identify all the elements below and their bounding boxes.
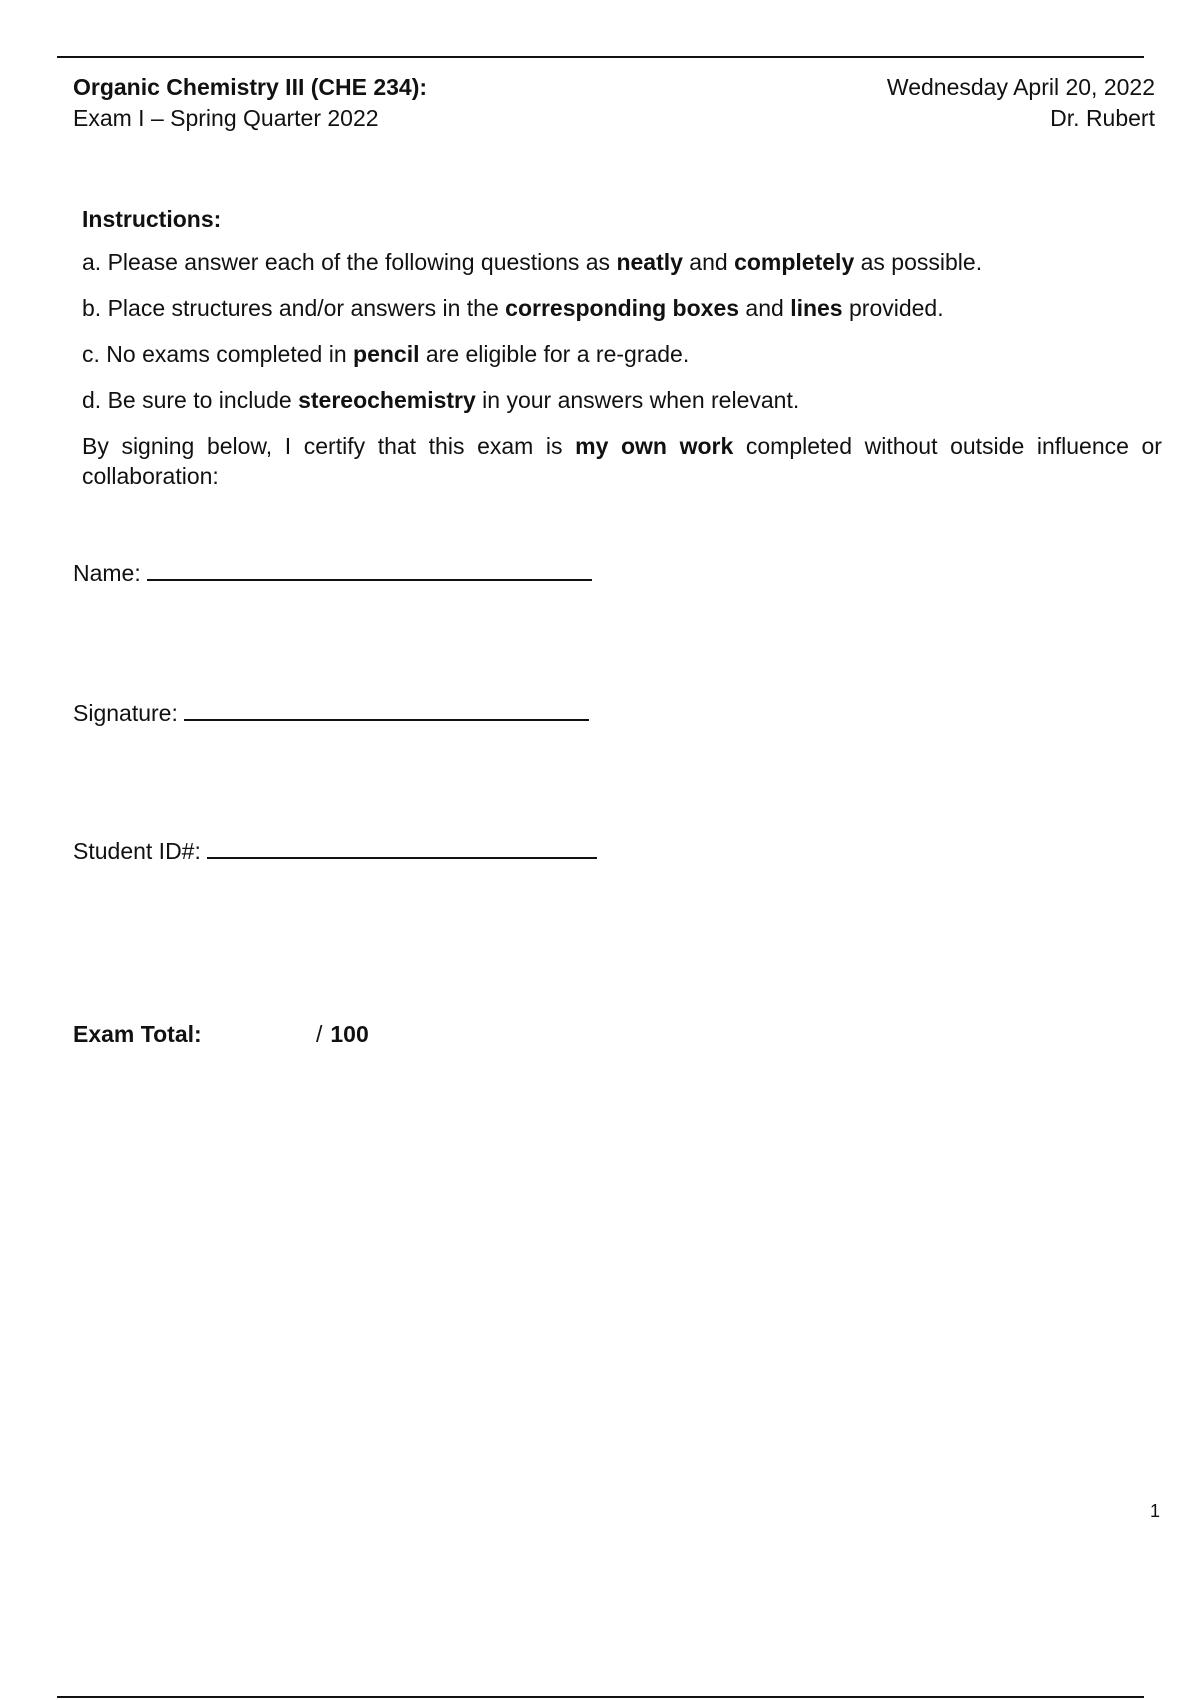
instruction-c-end: are eligible for a re-grade.: [419, 341, 690, 367]
instruction-b-text: b. Place structures and/or answers in the: [82, 295, 506, 321]
student-id-label: Student ID#:: [73, 838, 201, 864]
header-left: [73, 72, 427, 134]
signature-field: [73, 698, 589, 728]
instruction-a-end: as possible.: [854, 249, 983, 275]
instruction-a-text: a. Please answer each of the following questions as: [82, 249, 617, 275]
instruction-c: [82, 339, 1162, 370]
page-number: 1: [1149, 1501, 1160, 1521]
instruction-a: [82, 247, 1162, 278]
student-id-line[interactable]: [207, 837, 597, 859]
name-line[interactable]: [147, 559, 592, 581]
header-right: [887, 72, 1155, 134]
exam-total-score: [316, 1019, 369, 1049]
course-title: Organic Chemistry III (CHE 234):: [73, 74, 428, 100]
instruction-a-bold-1: neatly: [616, 249, 683, 275]
name-label: Name:: [73, 560, 141, 586]
instruction-a-bold-2: completely: [734, 249, 855, 275]
bottom-rule: [57, 1696, 1144, 1698]
instruction-b-mid: and: [739, 295, 791, 321]
exam-total: [73, 1019, 369, 1049]
instruction-b-bold-2: lines: [790, 295, 843, 321]
instruction-b: [82, 293, 1162, 324]
instruction-b-bold-1: corresponding boxes: [505, 295, 740, 321]
instruction-c-text: c. No exams completed in: [82, 341, 354, 367]
instructions-title: Instructions:: [82, 206, 222, 232]
instruction-d: [82, 385, 1162, 416]
instruction-a-mid: and: [682, 249, 735, 275]
exam-date: Wednesday April 20, 2022: [886, 74, 1155, 100]
instruction-b-end: provided.: [842, 295, 944, 321]
signature-label: Signature:: [73, 700, 178, 726]
certify-text: By signing below, I certify that this exam is: [82, 433, 576, 459]
instruction-d-text: d. Be sure to include: [82, 387, 299, 413]
certify-end: completed without outside influence or collaboration:: [82, 433, 1162, 489]
exam-total-label: Exam Total:: [73, 1021, 202, 1047]
instructor-name: Dr. Rubert: [1050, 105, 1155, 131]
instructions-section: [82, 204, 1162, 491]
instruction-d-end: in your answers when relevant.: [475, 387, 800, 413]
exam-title: Exam I – Spring Quarter 2022: [73, 105, 379, 131]
exam-total-max: 100: [330, 1021, 369, 1047]
signature-line[interactable]: [184, 699, 589, 721]
exam-total-slash: /: [316, 1021, 323, 1047]
top-rule: [57, 56, 1144, 58]
name-field: [73, 558, 592, 588]
instruction-d-bold: stereochemistry: [298, 387, 476, 413]
certify-bold: my own work: [575, 433, 734, 459]
certification-statement: [82, 431, 1162, 491]
instruction-c-bold: pencil: [353, 341, 420, 367]
student-id-field: [73, 836, 597, 866]
